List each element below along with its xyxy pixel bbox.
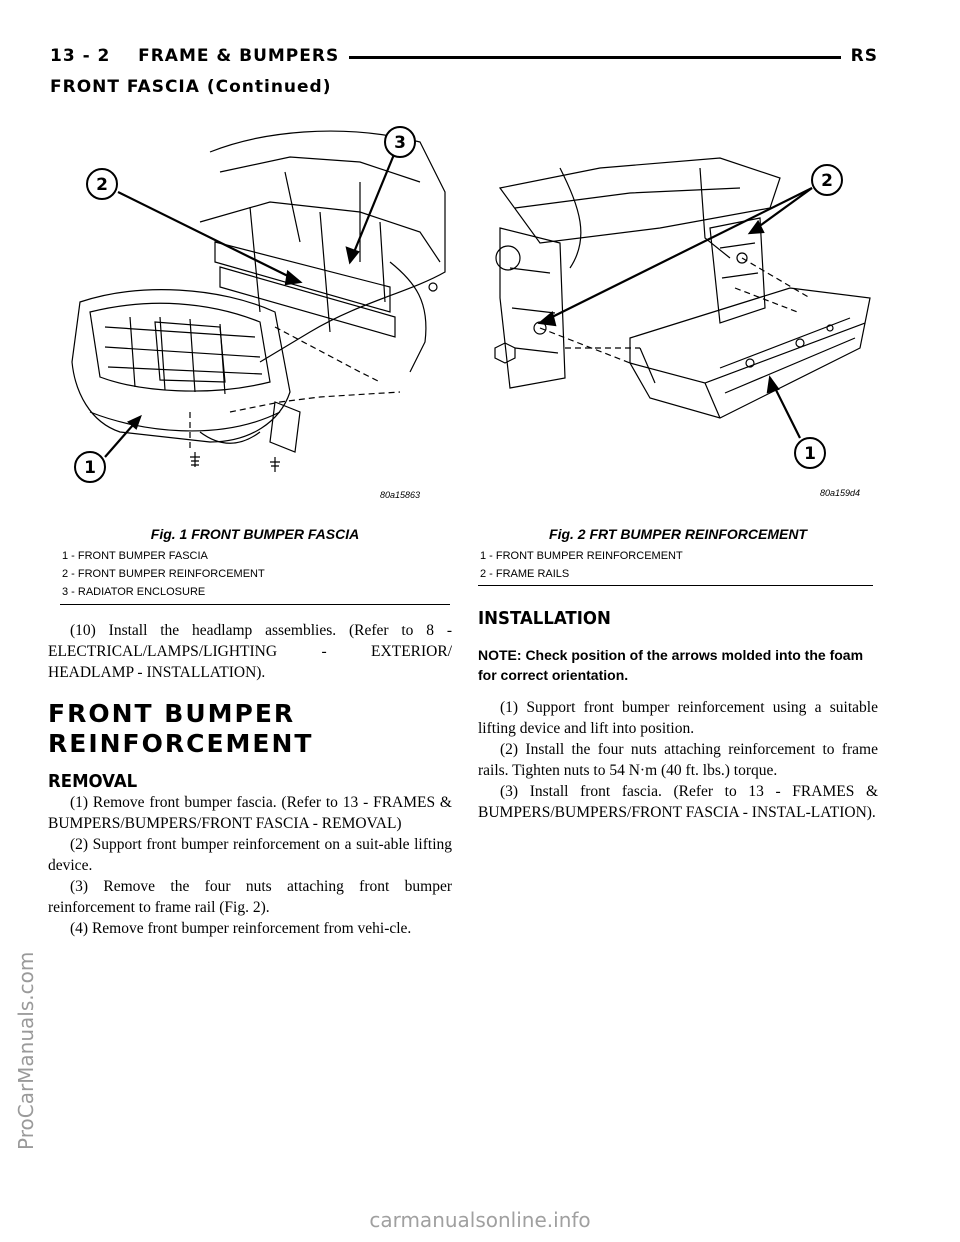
callout-1: 1: [804, 444, 816, 464]
figure-2-legend: [480, 547, 683, 583]
callout-3: 3: [394, 133, 406, 153]
legend-item: 2 - FRAME RAILS: [480, 568, 570, 580]
installation-step: (1) Support front bumper reinforcement using a suitable lifting device and lift into position.: [478, 699, 878, 737]
removal-step: (4) Remove front bumper reinforcement from vehi-cle.: [70, 920, 412, 937]
removal-step: (2) Support front bumper reinforcement on a suit-able lifting device.: [48, 836, 452, 874]
figure-2-illustration: [480, 148, 880, 503]
installation-step: (3) Install front fascia. (Refer to 13 - FRAMES & BUMPERS/BUMPERS/FRONT FASCIA - INSTAL-LATION).: [478, 783, 878, 821]
legend-item: 1 - FRONT BUMPER REINFORCEMENT: [480, 550, 683, 562]
figure-2-caption: Fig. 2 FRT BUMPER REINFORCEMENT: [549, 526, 807, 542]
figure-2-legend-rule: [478, 585, 873, 586]
removal-step: (1) Remove front bumper fascia. (Refer to 13 - FRAMES & BUMPERS/BUMPERS/FRONT FASCIA - REMOVAL): [48, 794, 452, 832]
left-column: [48, 620, 452, 939]
section-heading-line-2: REINFORCEMENT: [48, 729, 314, 758]
removal-step: (3) Remove the four nuts attaching front bumper reinforcement to frame rail (Fig. 2).: [48, 878, 452, 916]
legend-item: 1 - FRONT BUMPER FASCIA: [62, 550, 208, 562]
front-bumper-reinforcement-drawing: [480, 148, 880, 503]
callout-2: 2: [821, 171, 833, 191]
page-header-title: 13 - 2 FRAME & BUMPERS: [50, 46, 349, 66]
callout-1: 1: [84, 458, 96, 478]
figure-1-legend: [62, 547, 265, 601]
figure-1-illustration: [60, 112, 450, 507]
installation-heading: INSTALLATION: [478, 608, 611, 629]
figure-1-caption: Fig. 1 FRONT BUMPER FASCIA: [150, 526, 360, 542]
bottom-watermark: carmanualsonline.info: [369, 1208, 591, 1232]
front-bumper-fascia-drawing: [60, 112, 450, 507]
legend-item: 2 - FRONT BUMPER REINFORCEMENT: [62, 568, 265, 580]
installation-note: NOTE: Check position of the arrows molded into the foam for correct orientation.: [478, 647, 864, 683]
installation-step: (2) Install the four nuts attaching reinforcement to frame rails. Tighten nuts to 54 N·m (40 ft. lbs.) torque.: [478, 741, 878, 779]
figure-1-id: 80a15863: [380, 490, 421, 500]
figure-1-legend-rule: [60, 604, 450, 605]
right-column: [478, 608, 878, 823]
legend-item: 3 - RADIATOR ENCLOSURE: [62, 586, 206, 598]
section-heading-line-1: FRONT BUMPER: [48, 699, 296, 728]
page-header: [50, 46, 878, 72]
side-watermark: ProCarManuals.com: [14, 951, 38, 1150]
continued-heading: FRONT FASCIA (Continued): [50, 77, 332, 97]
figure-2-id: 80a159d4: [820, 488, 861, 498]
callout-2: 2: [96, 175, 108, 195]
removal-heading: REMOVAL: [48, 771, 138, 792]
step-10-text: (10) Install the headlamp assemblies. (Refer to 8 - ELECTRICAL/LAMPS/LIGHTING - EXTERIOR/ HEADLAMP - INSTALLATION).: [48, 622, 452, 681]
model-code: RS: [841, 46, 878, 66]
